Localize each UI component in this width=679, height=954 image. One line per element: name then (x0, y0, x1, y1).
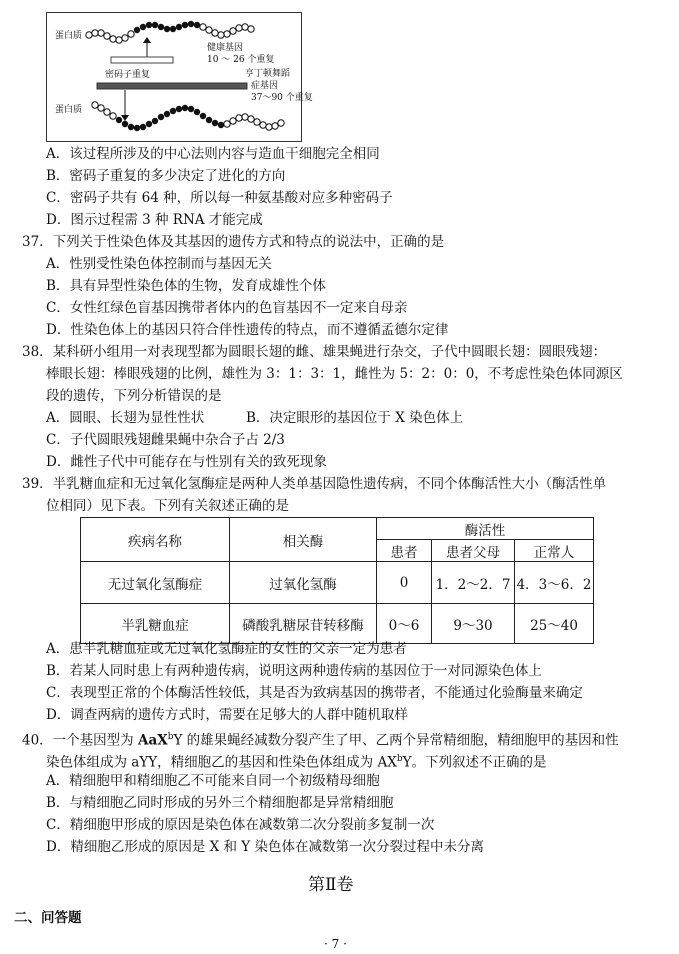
protein-label-bottom: 蛋白质 (55, 105, 83, 115)
q40-option-d: D．精细胞乙形成的原因是 X 和 Y 染色体在减数第一次分裂过程中未分离 (46, 839, 485, 855)
table-row (81, 562, 594, 604)
section-title: 第Ⅱ卷 (308, 875, 354, 895)
q38-option-d: D．雌性子代中可能存在与性别有关的致死现象 (46, 454, 327, 470)
q37-option-d: D．性染色体上的基因只符合伴性遗传的特点，而不遵循孟德尔定律 (46, 322, 449, 338)
q38-stem-3: 段的遗传，下列分析错误的是 (46, 388, 222, 404)
q37-option-a: A．性别受性染色体控制而与基因无关 (46, 256, 272, 272)
q40-option-c: C．精细胞甲形成的原因是染色体在减数第二次分裂前多复制一次 (46, 817, 435, 833)
header-normal: 正常人 (515, 540, 594, 562)
q38-option-c: C．子代圆眼残翅雌果蝇中杂合子占 2/3 (46, 432, 285, 448)
header-enzyme: 相关酶 (230, 518, 377, 562)
q39-stem-1: 39．半乳糖血症和无过氧化氢酶症是两种人类单基因隐性遗传病，不同个体酶活性大小（酶活性单 (22, 476, 607, 492)
q39-option-a: A．患半乳糖血症或无过氧化氢酶症的女性的父亲一定为患者 (46, 641, 407, 657)
row1-patient: 0 (377, 562, 432, 604)
q40-stem-1-b: Y 的雄果蝇经减数分裂产生了甲、乙两个异常精细胞，精细胞甲的基因和性 (173, 732, 619, 749)
q40-option-a: A．精细胞甲和精细胞乙不可能来自同一个初级精母细胞 (46, 773, 380, 789)
q36-option-b: B．密码子重复的多少决定了进化的方向 (46, 168, 286, 184)
q37-stem: 37．下列关于性染色体及其基因的遗传方式和特点的说法中，正确的是 (22, 234, 445, 250)
q40-stem-1-a: 40．一个基因型为 (22, 732, 138, 749)
q40-stem-2-b: Y。下列叙述不正确的是 (402, 754, 547, 771)
hd-gene-label-2: 症基因 (251, 81, 279, 91)
bottom-protein-chain (92, 102, 284, 131)
top-protein-chain (86, 21, 254, 43)
header-parents: 患者父母 (432, 540, 515, 562)
hd-repeat-label: 37～90 个重复 (251, 93, 313, 103)
header-disease: 疾病名称 (81, 518, 230, 562)
q36-option-c: C．密码子共有 64 种，所以每一种氨基酸对应多种密码子 (46, 190, 393, 206)
q38-stem-1: 38．某科研小组用一对表现型都为圆眼长翅的雌、雄果蝇进行杂交，子代中圆眼长翅：圆眼残翅： (22, 344, 607, 360)
row1-parents: 1．2～2．7 (432, 562, 515, 604)
q40-genotype-sup: b (167, 732, 174, 742)
codon-repeat-label: 密码子重复 (105, 70, 151, 80)
header-activity: 酶活性 (377, 518, 594, 540)
q37-option-b: B．具有异型性染色体的生物，发育成雄性个体 (46, 278, 326, 294)
row1-enzyme: 过氧化氢酶 (230, 562, 377, 604)
header-patient: 患者 (377, 540, 432, 562)
q39-option-b: B．若某人同时患上有两种遗传病，说明这两种遗传病的基因位于一对同源染色体上 (46, 663, 542, 679)
q36-option-a: A．该过程所涉及的中心法则内容与造血干细胞完全相同 (46, 146, 380, 162)
q39-option-c: C．表现型正常的个体酶活性较低，其是否为致病基因的携带者，不能通过化验酶量来确定 (46, 685, 583, 701)
row2-disease: 半乳糖血症 (81, 604, 230, 644)
healthy-gene-label: 健康基因 (207, 43, 244, 53)
protein-gene-figure (46, 12, 313, 142)
row1-normal: 4．3～6．2 (515, 562, 594, 604)
hd-gene-label-1: 亨丁顿舞蹈 (245, 69, 291, 79)
q36-option-d: D．图示过程需 3 种 RNA 才能完成 (46, 212, 263, 228)
row2-parents: 9～30 (432, 604, 515, 644)
q40-genotype: AaX (137, 732, 168, 749)
q40-stem-2-sup: b (396, 754, 403, 764)
q38-option-a: A．圆眼、长翅为显性性状 (46, 410, 205, 426)
protein-label-top: 蛋白质 (55, 31, 83, 41)
row2-normal: 25～40 (515, 604, 594, 644)
row2-patient: 0～6 (377, 604, 432, 644)
healthy-repeat-label: 10 ～ 26 个重复 (207, 55, 275, 65)
section-heading: 二、问答题 (14, 910, 82, 926)
row1-disease: 无过氧化氢酶症 (81, 562, 230, 604)
row2-enzyme: 磷酸乳糖尿苷转移酶 (230, 604, 377, 644)
enzyme-activity-table (80, 517, 594, 644)
q39-stem-2: 位相同）见下表。下列有关叙述正确的是 (46, 498, 289, 514)
q38-stem-2: 棒眼长翅：棒眼残翅的比例，雄性为 3：1：3：1，雌性为 5：2：0：0，不考虑性染色体同源区 (46, 366, 623, 382)
q39-option-d: D．调查两病的遗传方式时，需要在足够大的人群中随机取样 (46, 707, 408, 723)
q38-option-b: B．决定眼形的基因位于 X 染色体上 (246, 410, 464, 426)
q40-stem-2-a: 染色体组成为 aYY，精细胞乙的基因和性染色体组成为 AX (46, 754, 397, 771)
q40-option-b: B．与精细胞乙同时形成的另外三个精细胞都是异常精细胞 (46, 795, 394, 811)
q37-option-c: C．女性红绿色盲基因携带者体内的色盲基因不一定来自母亲 (46, 300, 408, 316)
page-number: · 7 · (324, 937, 347, 951)
